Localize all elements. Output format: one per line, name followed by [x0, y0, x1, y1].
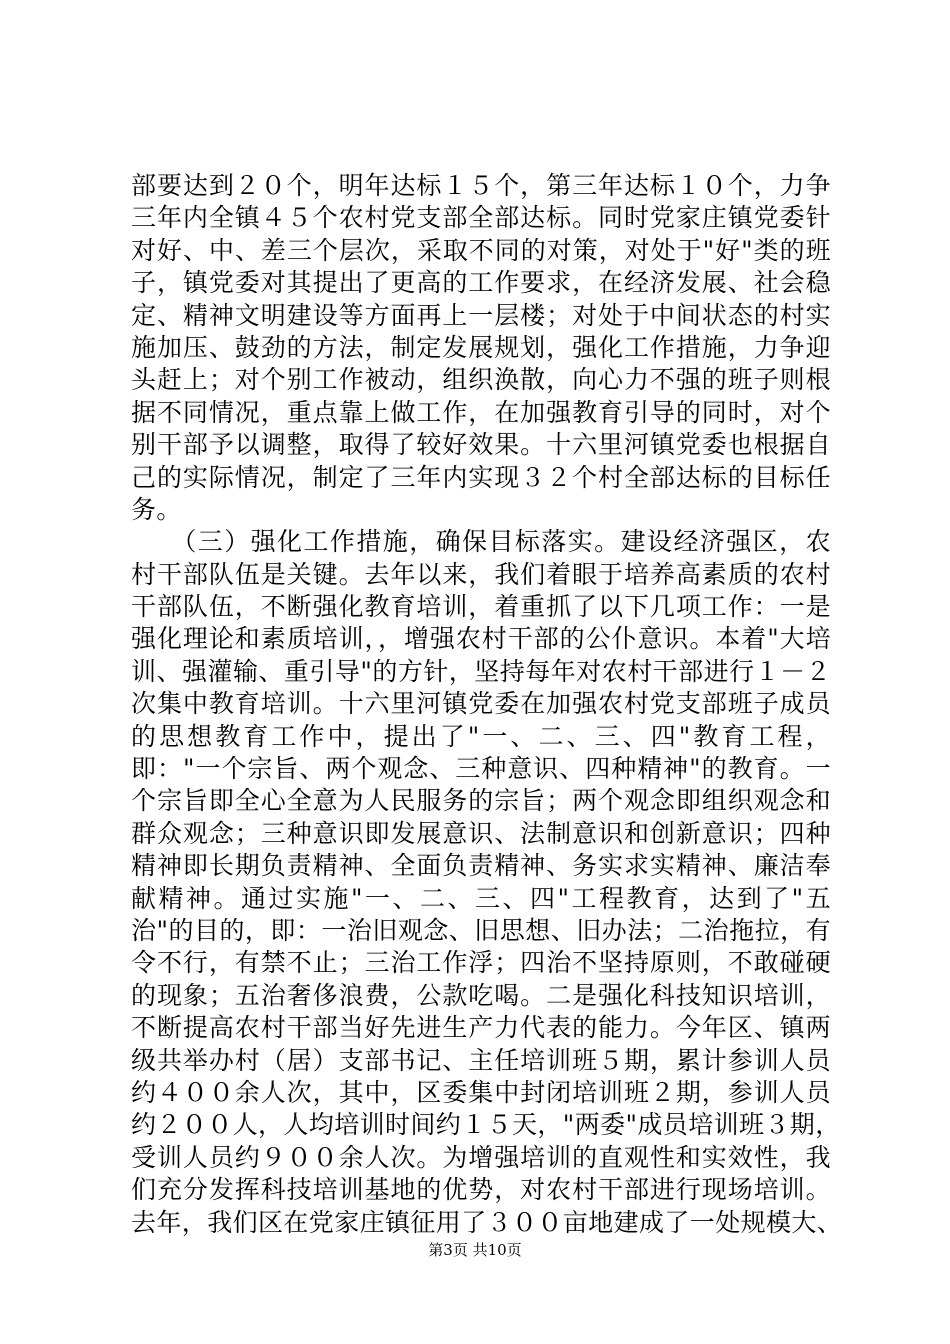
text-line: 不断提高农村干部当好先进生产力代表的能力。今年区、镇两	[131, 1013, 831, 1043]
text-line: 的思想教育工作中，提出了"一、二、三、四"教育工程，	[131, 721, 831, 751]
text-line: 己的实际情况，制定了三年内实现３２个村全部达标的目标任	[131, 462, 831, 492]
text-line: 精神即长期负责精神、全面负责精神、务实求实精神、廉洁奉	[131, 851, 831, 881]
text-line: 别干部予以调整，取得了较好效果。十六里河镇党委也根据自	[131, 430, 831, 460]
text-line: 次集中教育培训。十六里河镇党委在加强农村党支部班子成员	[131, 689, 831, 719]
text-line: 对好、中、差三个层次，采取不同的对策，对处于"好"类的班	[131, 235, 831, 265]
text-line: 村干部队伍是关键。去年以来，我们着眼于培养高素质的农村	[131, 559, 831, 589]
text-line: 治"的目的，即：一治旧观念、旧思想、旧办法；二治拖拉，有	[131, 915, 831, 945]
text-line: 据不同情况，重点靠上做工作，在加强教育引导的同时，对个	[131, 397, 831, 427]
text-line: 强化理论和素质培训，，增强农村干部的公仆意识。本着"大培	[131, 624, 831, 654]
text-line: （三）强化工作措施，确保目标落实。建设经济强区，农	[131, 527, 831, 557]
text-line: 受训人员约９００余人次。为增强培训的直观性和实效性，我	[131, 1142, 831, 1172]
text-line: 务。	[131, 494, 182, 524]
text-line: 群众观念；三种意识即发展意识、法制意识和创新意识；四种	[131, 818, 831, 848]
text-line: 约２００人，人均培训时间约１５天，"两委"成员培训班３期，	[131, 1110, 841, 1140]
page-footer	[0, 1240, 950, 1260]
text-line: 令不行，有禁不止；三治工作浮；四治不坚持原则，不敢碰硬	[131, 948, 831, 978]
text-line: 级共举办村（居）支部书记、主任培训班５期，累计参训人员	[131, 1045, 831, 1075]
text-line: 施加压、鼓劲的方法，制定发展规划，强化工作措施，力争迎	[131, 332, 831, 362]
text-line: 约４００余人次，其中，区委集中封闭培训班２期，参训人员	[131, 1077, 831, 1107]
text-line: 献精神。通过实施"一、二、三、四"工程教育，达到了"五	[131, 883, 831, 913]
text-line: 的现象；五治奢侈浪费，公款吃喝。二是强化科技知识培训，	[131, 980, 831, 1010]
text-line: 训、强灌输、重引导"的方针，坚持每年对农村干部进行１－２	[131, 656, 831, 686]
text-line: 们充分发挥科技培训基地的优势，对农村干部进行现场培训。	[131, 1175, 831, 1205]
page-number-label: 第3页 共10页	[428, 1241, 522, 1259]
text-line: 干部队伍，不断强化教育培训，着重抓了以下几项工作：一是	[131, 592, 831, 622]
body-text	[131, 170, 843, 1239]
text-line: 去年，我们区在党家庄镇征用了３００亩地建成了一处规模大、	[131, 1207, 843, 1237]
text-line: 子，镇党委对其提出了更高的工作要求，在经济发展、社会稳	[131, 268, 831, 298]
text-line: 个宗旨即全心全意为人民服务的宗旨；两个观念即组织观念和	[131, 786, 831, 816]
text-line: 即："一个宗旨、两个观念、三种意识、四种精神"的教育。一	[131, 754, 831, 784]
text-line: 头赶上；对个别工作被动，组织涣散，向心力不强的班子则根	[131, 365, 831, 395]
text-line: 定、精神文明建设等方面再上一层楼；对处于中间状态的村实	[131, 300, 831, 330]
text-line: 部要达到２０个，明年达标１５个，第三年达标１０个，力争	[131, 171, 831, 200]
text-line: 三年内全镇４５个农村党支部全部达标。同时党家庄镇党委针	[131, 203, 831, 233]
